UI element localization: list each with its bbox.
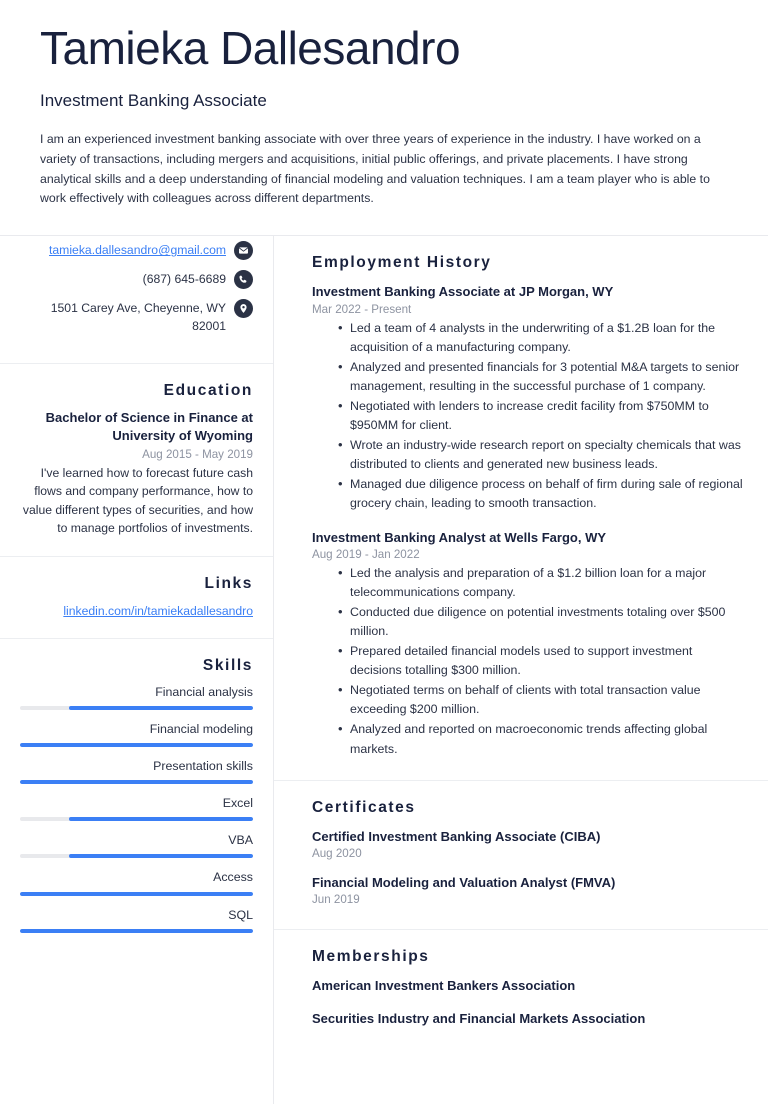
skill-level-track <box>20 706 253 710</box>
bullet-item: • Led a team of 4 analysts in the underwriting of a $1.2B loan for the acquisition of a manufacturing company. <box>338 319 746 357</box>
linkedin-link[interactable]: linkedin.com/in/tamiekadallesandro <box>63 603 253 618</box>
skills-list <box>20 684 253 933</box>
skill-label: Financial modeling <box>149 721 253 736</box>
contact-address-text: 1501 Carey Ave, Cheyenne, WY 82001 <box>50 301 226 334</box>
skill-level-track <box>20 892 253 896</box>
memberships-section <box>274 930 768 1048</box>
education-title: Bachelor of Science in Finance at University of Wyoming <box>45 409 253 444</box>
links-list <box>20 602 253 620</box>
skill-item <box>20 684 253 710</box>
resume-header <box>0 0 768 235</box>
skill-label: Financial analysis <box>155 684 253 699</box>
contact-row-email[interactable] <box>20 240 253 260</box>
phone-icon <box>234 270 253 289</box>
contact-details-section <box>0 236 273 363</box>
membership-entry <box>312 1010 746 1028</box>
professional-summary: I am an experienced investment banking associate with over three years of experience in the industry. I have worked on a variety of transactions, including mergers and acquisitions, initial public offerings, and private placements. I have strong analytical skills and a deep understanding of financial modeling and valuation techniques. I am a team player who is able to work effectively with colleagues across different departments. <box>40 131 710 206</box>
certificate-date: Jun 2019 <box>312 893 360 907</box>
contact-row-address[interactable] <box>20 298 253 335</box>
skill-level-track <box>20 854 253 858</box>
membership-entry <box>312 977 746 995</box>
links-heading: Links <box>204 574 253 592</box>
skill-level-fill <box>20 929 253 933</box>
bullet-item: • Negotiated with lenders to increase credit facility from $750MM to $950MM for client. <box>338 397 746 435</box>
skill-item <box>20 795 253 821</box>
employment-entry <box>312 529 746 759</box>
employment-entries <box>312 283 746 758</box>
memberships-heading: Memberships <box>312 948 430 966</box>
membership-title: Securities Industry and Financial Markets Association <box>312 1011 646 1027</box>
skill-item <box>20 832 253 858</box>
skill-level-track <box>20 929 253 933</box>
skill-item <box>20 907 253 933</box>
membership-title: American Investment Bankers Association <box>312 978 576 994</box>
education-heading: Education <box>163 381 253 399</box>
candidate-name: Tamieka Dallesandro <box>40 22 461 74</box>
skill-item <box>20 721 253 747</box>
contact-phone-text: (687) 645-6689 <box>142 272 226 287</box>
bullet-item: • Managed due diligence process on behalf of firm during sale of regional grocery chain, leading to smooth transaction. <box>338 475 746 513</box>
certificate-entry <box>312 874 746 906</box>
employment-entry <box>312 283 746 513</box>
skill-level-track <box>20 780 253 784</box>
location-pin-icon <box>234 299 253 318</box>
employment-entry-title: Investment Banking Analyst at Wells Fargo, WY <box>312 529 607 545</box>
contact-email-text <box>49 240 226 260</box>
employment-history-heading: Employment History <box>312 254 492 272</box>
skill-level-fill <box>69 854 253 858</box>
skill-label: Access <box>213 870 253 885</box>
skill-label: Excel <box>222 796 253 811</box>
employment-entry-bullets <box>312 564 746 759</box>
education-date: Aug 2015 - May 2019 <box>142 447 253 461</box>
certificate-date: Aug 2020 <box>312 846 362 860</box>
skill-level-fill <box>20 743 253 747</box>
bullet-item: • Conducted due diligence on potential investments totaling over $500 million. <box>338 603 746 641</box>
skill-label: SQL <box>228 907 253 922</box>
education-entry <box>20 409 253 538</box>
certificates-section <box>274 781 768 930</box>
skill-item <box>20 758 253 784</box>
bullet-item: • Prepared detailed financial models used to support investment decisions totalling $300 million. <box>338 642 746 680</box>
skill-label: VBA <box>228 833 253 848</box>
sidebar-column <box>0 236 274 1104</box>
envelope-icon <box>234 241 253 260</box>
certificates-entries <box>312 828 746 906</box>
candidate-job-title: Investment Banking Associate <box>40 90 267 110</box>
certificate-entry <box>312 828 746 860</box>
bullet-item: • Wrote an industry-wide research report on specialty chemicals that was distributed to clients and generated new business leads. <box>338 436 746 474</box>
main-column <box>274 236 768 1104</box>
bullet-item: • Led the analysis and preparation of a $1.2 billion loan for a major telecommunications company. <box>338 564 746 602</box>
skills-heading: Skills <box>202 656 253 674</box>
employment-entry-bullets <box>312 319 746 514</box>
links-section <box>0 557 273 639</box>
certificate-title: Financial Modeling and Valuation Analyst (FMVA) <box>312 874 616 890</box>
education-description: I've learned how to forecast future cash flows and company performance, how to value different types of securities, and how to manage portfolios of investments. <box>22 465 253 536</box>
skill-level-fill <box>20 892 253 896</box>
employment-entry-title: Investment Banking Associate at JP Morgan, WY <box>312 284 614 300</box>
employment-history-section <box>274 236 768 780</box>
skill-level-fill <box>20 780 253 784</box>
skill-level-fill <box>69 706 253 710</box>
resume-body <box>0 236 768 1104</box>
skills-section <box>0 639 273 953</box>
email-link[interactable]: tamieka.dallesandro@gmail.com <box>49 243 226 258</box>
memberships-entries <box>312 977 746 1028</box>
contact-row-phone[interactable] <box>20 269 253 289</box>
education-section <box>0 364 273 557</box>
skill-item <box>20 869 253 895</box>
employment-entry-date: Aug 2019 - Jan 2022 <box>312 547 420 561</box>
certificates-heading: Certificates <box>312 798 416 816</box>
employment-entry-date: Mar 2022 - Present <box>312 302 412 316</box>
bullet-item: • Analyzed and reported on macroeconomic trends affecting global markets. <box>338 720 746 758</box>
bullet-item: • Negotiated terms on behalf of clients with total transaction value exceeding $200 million. <box>338 681 746 719</box>
skill-level-track <box>20 743 253 747</box>
skill-level-fill <box>69 817 253 821</box>
bullet-item: • Analyzed and presented financials for 3 potential M&A targets to senior management, resulting in the successful purchase of 1 company. <box>338 358 746 396</box>
certificate-title: Certified Investment Banking Associate (CIBA) <box>312 828 601 844</box>
skill-level-track <box>20 817 253 821</box>
skill-label: Presentation skills <box>153 759 253 774</box>
